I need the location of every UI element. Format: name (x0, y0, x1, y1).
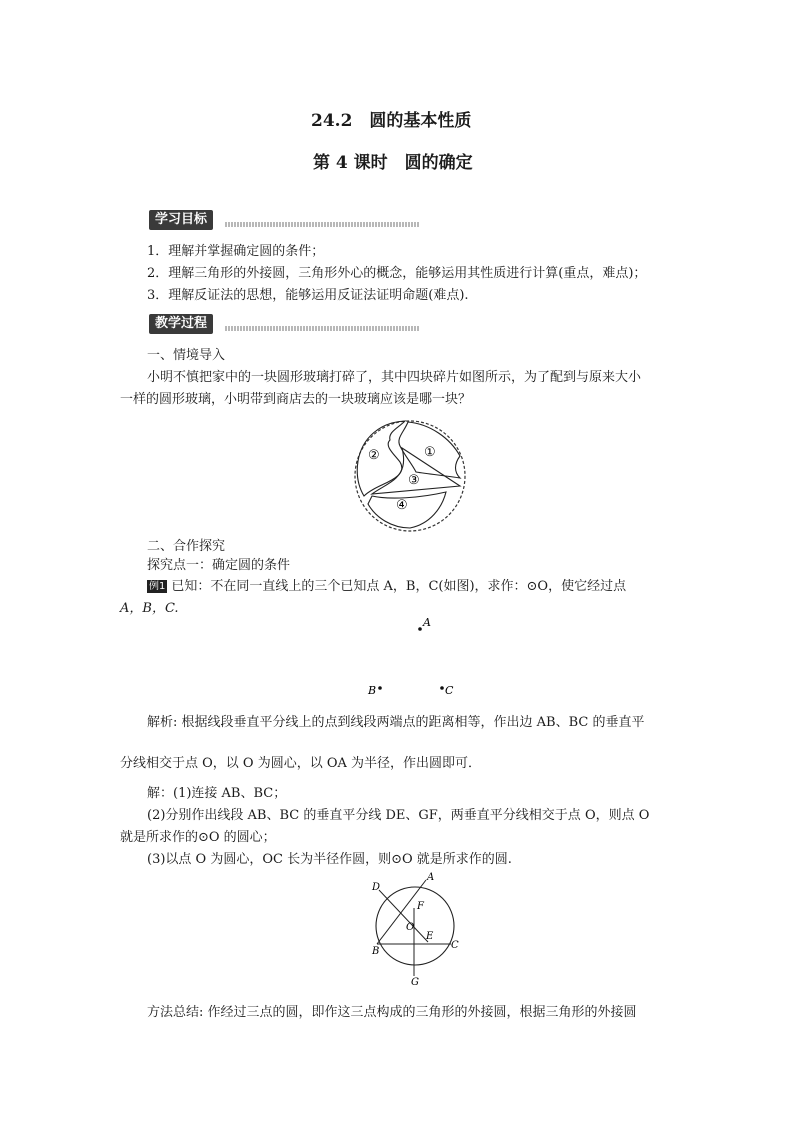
glass-label: ③ (408, 473, 420, 488)
solution-line: (3)以点 O 为圆心，OC 长为半径作圆，则⊙O 就是所求作的圆. (147, 852, 512, 867)
intro-line: 一样的圆形玻璃，小明带到商店去的一块玻璃应该是哪一块？ (120, 392, 472, 407)
section2-title: 二、合作探究 (147, 539, 226, 554)
three-points-figure (360, 612, 470, 702)
glass-piece-2 (357, 421, 405, 496)
solution-line: 就是所求作的⊙O 的圆心； (120, 830, 276, 845)
process-divider (225, 326, 420, 331)
analysis-line: 解析: 根据线段垂直平分线上的点到线段两端点的距离相等，作出边 AB、BC 的垂直平 (147, 715, 645, 730)
summary-line: 方法总结: 作经过三点的圆，即作这三点构成的三角形的外接圆，根据三角形的外接圆 (147, 1005, 637, 1020)
example-badge: 例1 (149, 581, 166, 592)
solution-line: (2)分别作出线段 AB、BC 的垂直平分线 DE、GF，两垂直平分线相交于点 O，则点 O (147, 808, 650, 823)
point-label: C (445, 684, 454, 697)
glass-label: ④ (396, 498, 408, 513)
figure-label: F (417, 901, 424, 912)
point-c (440, 686, 444, 690)
point-b (378, 686, 382, 690)
figure-label: O (406, 922, 415, 933)
figure-label: E (426, 931, 434, 942)
glass-label: ① (424, 445, 436, 460)
section1-title: 一、情境导入 (147, 348, 226, 363)
process-section-header (145, 314, 420, 336)
example-line: A，B，C. (120, 601, 179, 616)
explore-title: 探究点一：确定圆的条件 (147, 558, 291, 573)
goals-divider (225, 222, 420, 227)
example-text: 已知：不在同一直线上的三个已知点 A，B，C(如图)，求作：⊙O，使它经过点 (171, 579, 627, 594)
goal-item: 3．理解反证法的思想，能够运用反证法证明命题(难点). (147, 288, 469, 303)
process-heading: 教学过程 (149, 314, 213, 334)
goals-section-header (145, 210, 420, 232)
point-a (418, 627, 422, 631)
intro-line: 小明不慎把家中的一块圆形玻璃打碎了，其中四块碎片如图所示，为了配到与原来大小 (147, 370, 642, 385)
goals-heading: 学习目标 (149, 210, 213, 230)
goal-item: 2．理解三角形的外接圆，三角形外心的概念，能够运用其性质进行计算(重点，难点)； (147, 266, 647, 281)
figure-label: C (451, 940, 459, 951)
example-line (147, 576, 626, 598)
circumcircle-figure (362, 868, 462, 988)
point-label: B (368, 684, 377, 697)
page-title: 24.2 圆的基本性质 (311, 111, 472, 131)
figure-label: B (372, 946, 380, 957)
page-subtitle: 第 4 课时 圆的确定 (313, 153, 473, 173)
figure-label: D (372, 882, 381, 893)
goal-item: 1．理解并掌握确定圆的条件； (147, 244, 325, 259)
solution-line: 解：(1)连接 AB、BC； (147, 786, 287, 801)
point-label: A (423, 616, 431, 629)
figure-label: A (427, 872, 435, 883)
analysis-line: 分线相交于点 O，以 O 为圆心，以 OA 为半径，作出圆即可． (120, 756, 482, 771)
figure-label: G (411, 977, 419, 988)
glass-label: ② (368, 448, 380, 463)
broken-glass-figure (350, 416, 470, 534)
bisector-de (379, 890, 428, 942)
